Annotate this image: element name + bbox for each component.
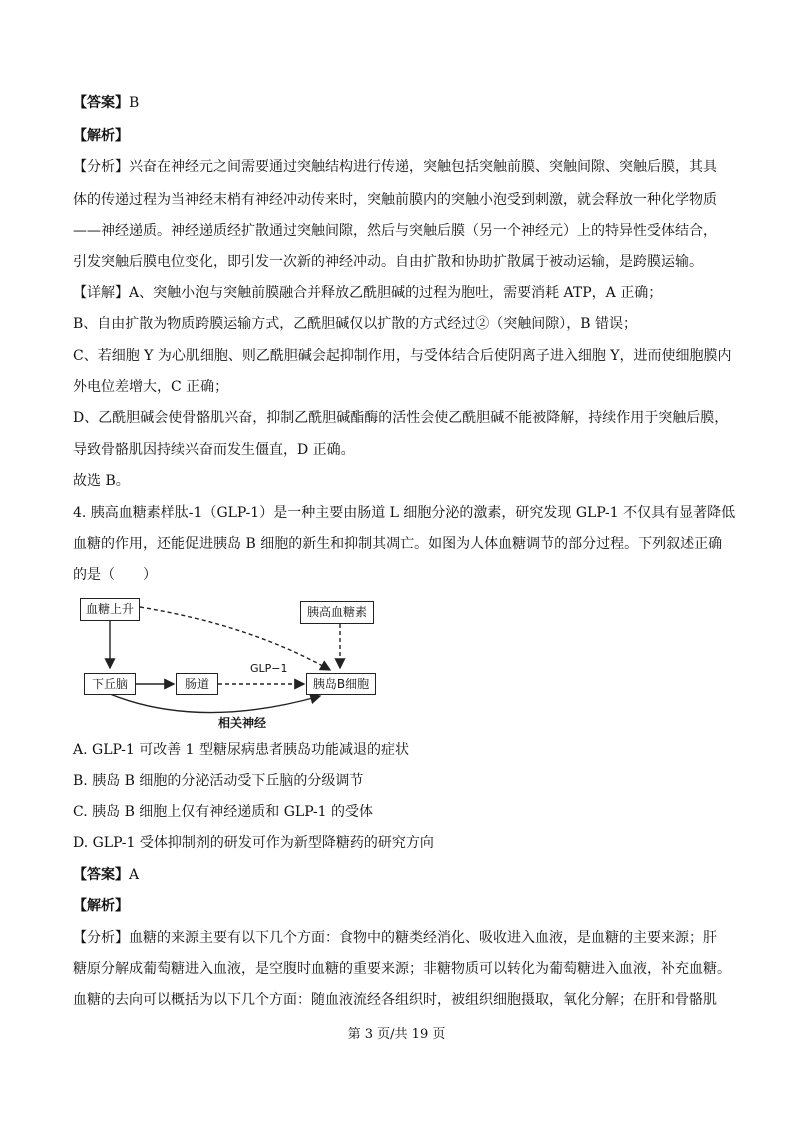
box-islet-b: 胰岛B细胞 <box>306 673 376 695</box>
q4-answer-line <box>73 865 139 885</box>
q4-line: 血糖的去向可以概括为以下几个方面：随血液流经各组织时，被组织细胞摄取，氧化分解；在肝和骨骼肌 <box>73 992 717 1008</box>
q3-line: 导致骨骼肌因持续兴奋而发生僵直，D 正确。 <box>73 442 355 458</box>
q4-option-b: B. 胰岛 B 细胞的分泌活动受下丘脑的分级调节 <box>73 773 364 789</box>
q3-line: D、乙酰胆碱会使骨骼肌兴奋，抑制乙酰胆碱酯酶的活性会使乙酰胆碱不能被降解，持续作用于突触后膜， <box>73 410 729 426</box>
q4-stem-line: 的是（ ） <box>73 567 157 583</box>
box-hypothalamus: 下丘脑 <box>84 673 136 695</box>
q3-analysis-tag: 【解析】 <box>73 128 129 144</box>
q3-line: 【详解】A、突触小泡与突触前膜融合并释放乙酰胆碱的过程为胞吐，需要消耗 ATP，A 正确； <box>73 285 663 301</box>
box-blood-sugar: 血糖上升 <box>80 598 140 621</box>
q4-stem-line: 血糖的作用，还能促进胰岛 B 细胞的新生和抑制其凋亡。如图为人体血糖调节的部分过程。下列叙述正确 <box>73 536 723 552</box>
label-nerve: 相关神经 <box>218 716 267 730</box>
q3-line: 故选 B。 <box>73 473 130 489</box>
q3-line: ——神经递质。神经递质经扩散通过突触间隙，然后与突触后膜（另一个神经元）上的特异性受体结合， <box>73 223 717 239</box>
label-glp1: GLP−1 <box>250 662 288 675</box>
q4-stem-line: 4. 胰高血糖素样肽-1（GLP-1）是一种主要由肠道 L 细胞分泌的激素，研究发现 GLP-1 不仅具有显著降低 <box>73 505 736 521</box>
q4-line: 糖原分解成葡萄糖进入血液，是空腹时血糖的重要来源；非糖物质可以转化为葡萄糖进入血液，补充血糖。 <box>73 961 731 977</box>
q4-analysis-tag: 【解析】 <box>73 898 129 914</box>
q4-option-a: A. GLP-1 可改善 1 型糖尿病患者胰岛功能减退的症状 <box>73 742 410 758</box>
q3-line: 体的传递过程为当神经末梢有神经冲动传来时，突触前膜内的突触小泡受到刺激，就会释放一种化学物质 <box>73 192 717 208</box>
q4-option-d: D. GLP-1 受体抑制剂的研发可作为新型降糖药的研究方向 <box>73 835 434 851</box>
q3-line: 引发突触后膜电位变化，即引发一次新的神经冲动。自由扩散和协助扩散属于被动运输，是跨膜运输。 <box>73 254 703 270</box>
q3-answer-value: B <box>129 95 140 111</box>
q4-answer-tag: 【答案】 <box>73 867 129 883</box>
q3-line: C、若细胞 Y 为心肌细胞、则乙酰胆碱会起抑制作用，与受体结合后使阴离子进入细胞 Y，进而使细胞膜内 <box>73 348 732 364</box>
arrow-nerve-isletb <box>110 694 320 713</box>
q4-line: 【分析】血糖的来源主要有以下几个方面：食物中的糖类经消化、吸收进入血液，是血糖的主要来源；肝 <box>73 930 717 946</box>
q3-line: 外电位差增大，C 正确； <box>73 379 229 395</box>
q4-option-c: C. 胰岛 B 细胞上仅有神经递质和 GLP-1 的受体 <box>73 804 373 820</box>
q3-answer-tag: 【答案】 <box>73 95 129 111</box>
q4-answer-value: A <box>129 867 140 883</box>
q3-line: 【分析】兴奋在神经元之间需要通过突触结构进行传递，突触包括突触前膜、突触间隙、突触后膜，其具 <box>73 159 717 175</box>
box-intestine: 肠道 <box>176 673 218 695</box>
page-footer: 第 3 页/共 19 页 <box>347 1027 446 1042</box>
box-glucagon: 胰高血糖素 <box>300 601 374 624</box>
q3-answer-line <box>73 93 139 113</box>
q3-line: B、自由扩散为物质跨膜运输方式，乙酰胆碱仅以扩散的方式经过②（突触间隙），B 错误； <box>73 316 638 332</box>
